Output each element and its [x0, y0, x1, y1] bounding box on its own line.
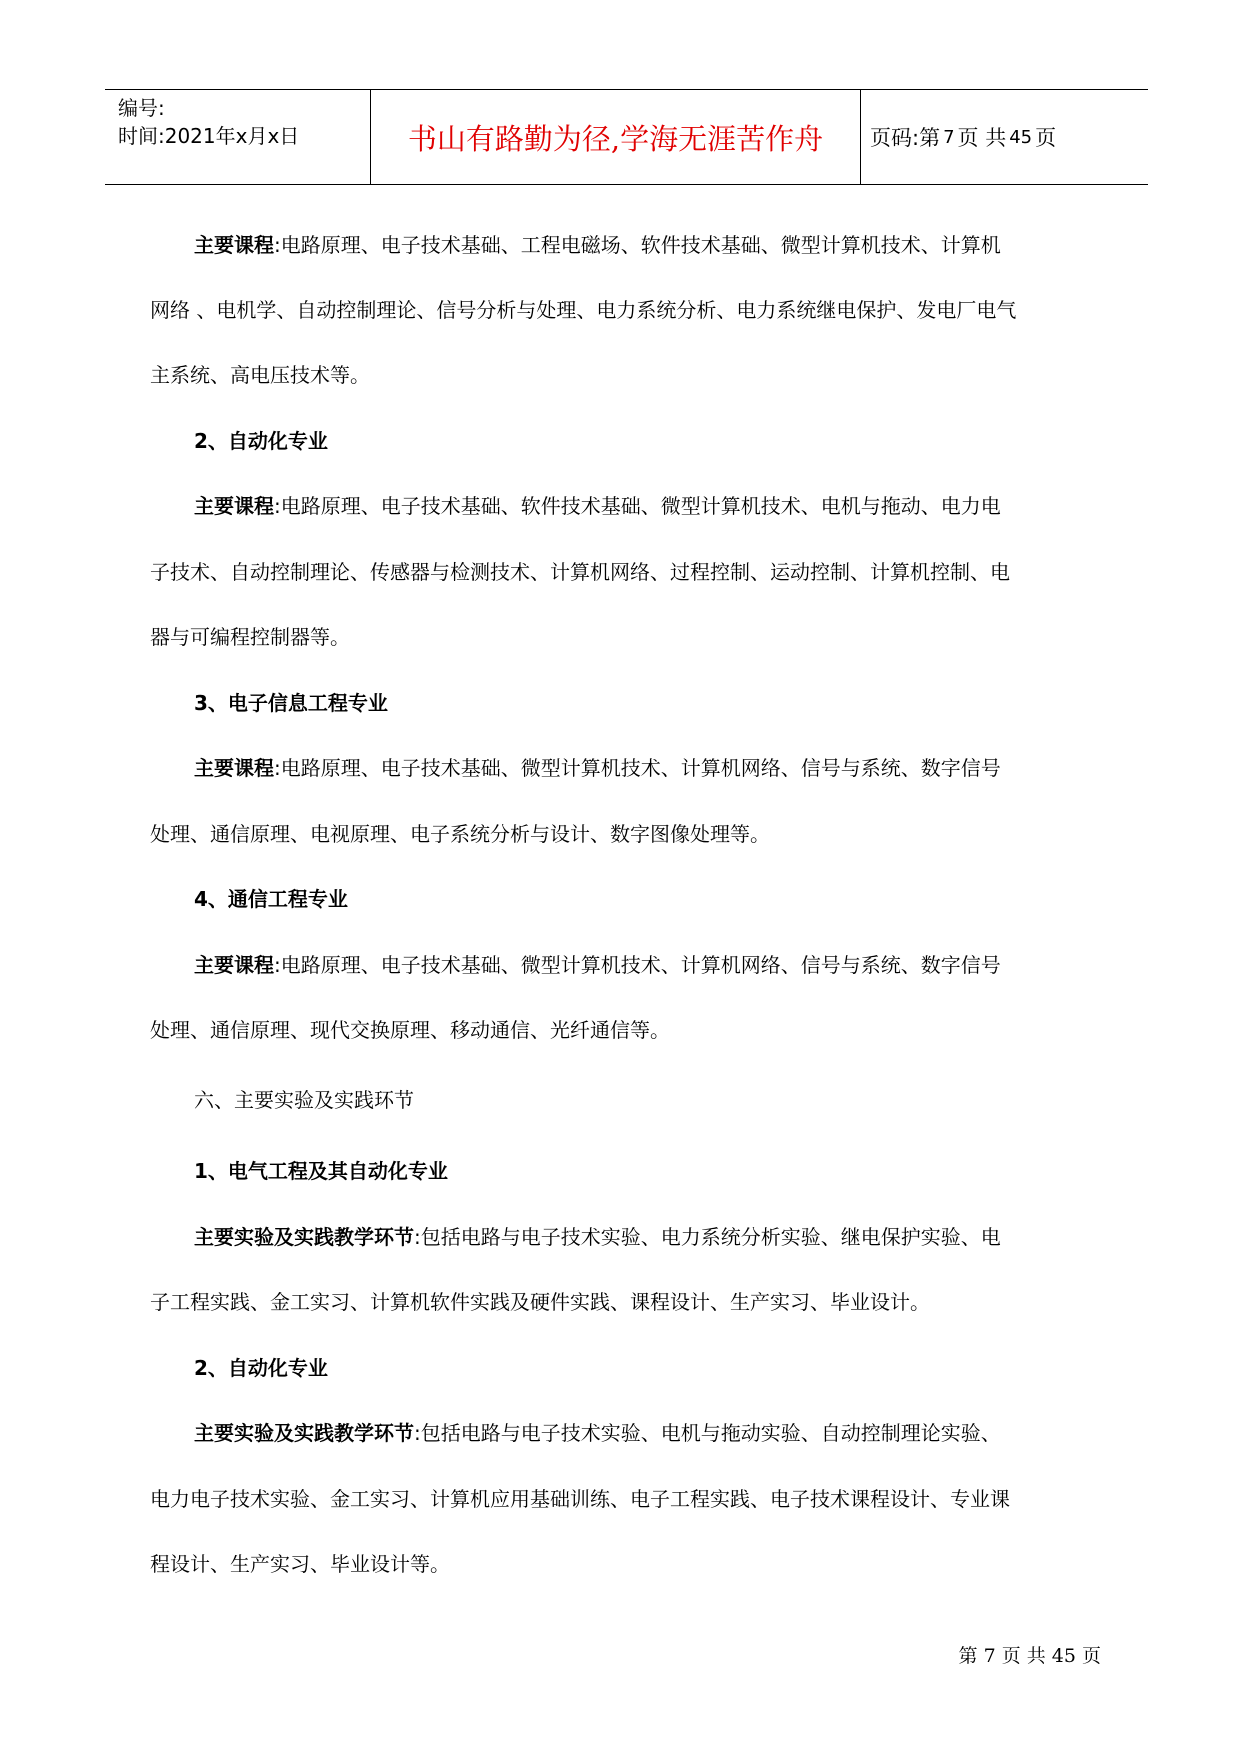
- section-heading-automation: 2、自动化专业: [194, 429, 328, 453]
- header-divider-right: [860, 90, 861, 184]
- page-suffix: 页: [1035, 126, 1057, 150]
- bold-label: 主要课程: [194, 494, 274, 518]
- course-line-6: 器与可编程控制器等。: [150, 625, 350, 649]
- header-page-info: [870, 90, 1056, 184]
- course-line-7: [194, 754, 1001, 782]
- practice-line-5: 程设计、生产实习、毕业设计等。: [150, 1552, 450, 1576]
- line-text: :电路原理、电子技术基础、软件技术基础、微型计算机技术、电机与拖动、电力电: [274, 494, 1001, 518]
- bold-label: 主要课程: [194, 233, 274, 257]
- chapter-heading-experiments: 六、主要实验及实践环节: [194, 1088, 414, 1112]
- section-heading-automation-2: 2、自动化专业: [194, 1356, 328, 1380]
- bold-label: 主要课程: [194, 756, 274, 780]
- number-label: 编号:: [118, 96, 165, 120]
- bold-label: 主要课程: [194, 953, 274, 977]
- practice-line-4: 电力电子技术实验、金工实习、计算机应用基础训练、电子工程实践、电子技术课程设计、专业课: [150, 1487, 1010, 1511]
- page-header: [105, 89, 1148, 185]
- line-text: :电路原理、电子技术基础、微型计算机技术、计算机网络、信号与系统、数字信号: [274, 756, 1001, 780]
- bold-label: 主要实验及实践教学环节: [194, 1421, 414, 1445]
- course-line-10: 处理、通信原理、现代交换原理、移动通信、光纤通信等。: [150, 1018, 670, 1042]
- section-heading-electronic-info: 3、电子信息工程专业: [194, 691, 388, 715]
- course-line-4: [194, 492, 1001, 520]
- time-label: 时间:2021年x月x日: [118, 124, 300, 148]
- page-footer: 第 7 页 共 45 页: [958, 1645, 1101, 1667]
- course-line-3: 主系统、高电压技术等。: [150, 363, 370, 387]
- course-line-5: 子技术、自动控制理论、传感器与检测技术、计算机网络、过程控制、运动控制、计算机控制、电: [150, 560, 1010, 584]
- page-total: 45: [1009, 126, 1033, 148]
- header-left: [118, 94, 299, 150]
- practice-line-3: [194, 1419, 1001, 1447]
- practice-line-2: 子工程实践、金工实习、计算机软件实践及硬件实践、课程设计、生产实习、毕业设计。: [150, 1290, 930, 1314]
- bold-label: 主要实验及实践教学环节: [194, 1225, 414, 1249]
- course-line-8: 处理、通信原理、电视原理、电子系统分析与设计、数字图像处理等。: [150, 822, 770, 846]
- section-heading-communication: 4、通信工程专业: [194, 887, 348, 911]
- line-text: :包括电路与电子技术实验、电力系统分析实验、继电保护实验、电: [414, 1225, 1001, 1249]
- practice-line-1: [194, 1223, 1001, 1251]
- header-motto: 书山有路勤为径,学海无涯苦作舟: [407, 121, 824, 156]
- line-text: :电路原理、电子技术基础、工程电磁场、软件技术基础、微型计算机技术、计算机: [274, 233, 1001, 257]
- course-line-2: 网络 、电机学、自动控制理论、信号分析与处理、电力系统分析、电力系统继电保护、发电厂电气: [150, 298, 1017, 322]
- page-mid: 页 共: [957, 126, 1007, 150]
- page-prefix: 页码:第: [870, 126, 941, 150]
- course-line-9: [194, 951, 1001, 979]
- section-heading-electrical: 1、电气工程及其自动化专业: [194, 1159, 448, 1183]
- line-text: :电路原理、电子技术基础、微型计算机技术、计算机网络、信号与系统、数字信号: [274, 953, 1001, 977]
- page-number: 7: [943, 126, 955, 148]
- line-text: :包括电路与电子技术实验、电机与拖动实验、自动控制理论实验、: [414, 1421, 1001, 1445]
- course-line-1: [194, 231, 1001, 259]
